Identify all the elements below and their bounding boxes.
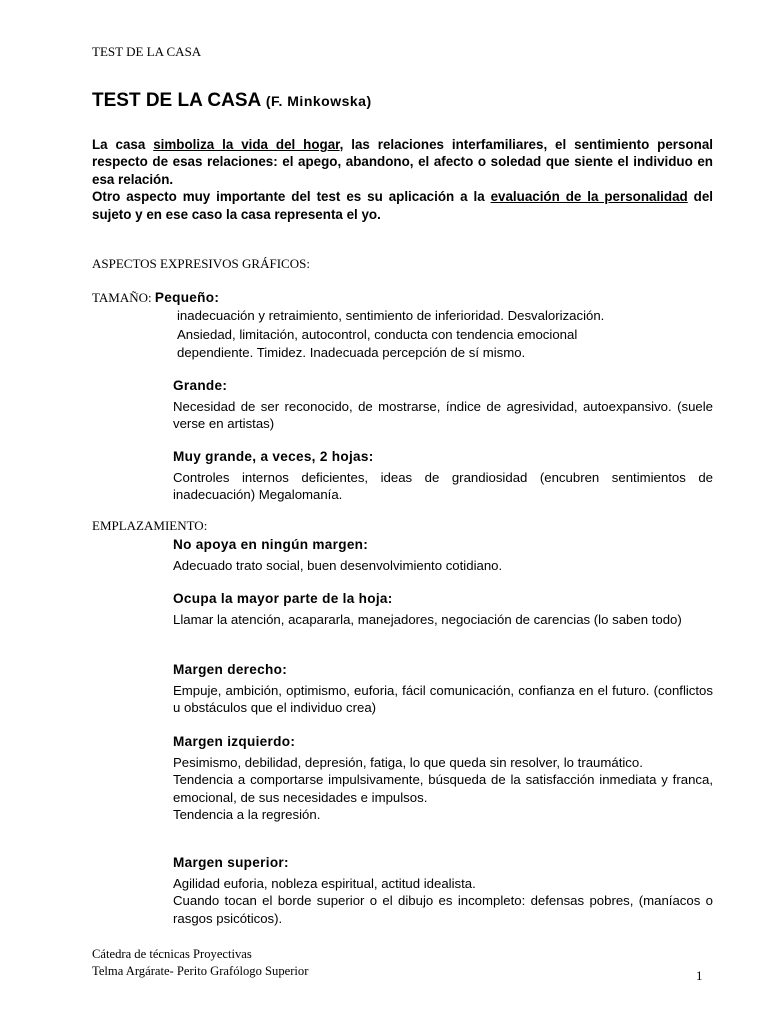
title-main: TEST DE LA CASA xyxy=(92,90,261,111)
muy-grande-title: Muy grande, a veces, 2 hojas: xyxy=(173,449,374,464)
grande-block xyxy=(173,377,713,433)
item-text: Llamar la atención, acapararla, manejadores, negociación de carencias (lo saben todo) xyxy=(173,612,682,627)
intro-p1-part-a: La casa xyxy=(92,137,154,152)
pequeno-line: dependiente. Timidez. Inadecuada percepción de sí mismo. xyxy=(177,345,526,360)
item-title: Margen derecho: xyxy=(173,662,288,677)
emplazamiento-item xyxy=(173,854,713,927)
emplazamiento-item xyxy=(173,733,713,824)
aspectos-heading: ASPECTOS EXPRESIVOS GRÁFICOS: xyxy=(92,256,310,271)
intro-p2-part-b: del sujeto y en ese caso la casa representa el yo. xyxy=(92,189,713,222)
intro-paragraph-1 xyxy=(92,136,713,188)
footer-line: Telma Argárate- Perito Grafólogo Superior xyxy=(92,963,309,978)
emplazamiento-item xyxy=(173,661,713,717)
intro-text xyxy=(92,136,713,223)
item-text: Adecuado trato social, buen desenvolvimiento cotidiano. xyxy=(173,558,503,573)
intro-paragraph-2 xyxy=(92,188,713,223)
emplazamiento-label: EMPLAZAMIENTO: xyxy=(92,518,208,533)
footer-line: Cátedra de técnicas Proyectivas xyxy=(92,947,252,961)
intro-p2-part-a: Otro aspecto muy importante del test es su aplicación a la xyxy=(92,189,491,205)
page-title xyxy=(92,90,372,112)
item-text: Tendencia a la regresión. xyxy=(173,807,321,823)
page-footer xyxy=(92,946,308,979)
pequeno-line: inadecuación y retraimiento, sentimiento de inferioridad. Desvalorización. xyxy=(177,308,605,323)
intro-p1-underlined: simboliza la vida del hogar xyxy=(153,137,340,152)
emplazamiento-item xyxy=(173,536,713,574)
tamano-label: TAMAÑO: xyxy=(92,290,155,305)
muy-grande-block xyxy=(173,448,713,504)
item-text: Pesimismo, debilidad, depresión, fatiga, lo que queda sin resolver, lo traumático. xyxy=(173,755,643,770)
item-text: Tendencia a comportarse impulsivamente, búsqueda de la satisfacción inmediata y franca, emocional, de sus necesidades e impulsos. xyxy=(173,772,713,805)
item-text: Empuje, ambición, optimismo, euforia, fácil comunicación, confianza en el futuro. (conflictos u obstáculos que el individuo crea) xyxy=(173,683,713,716)
intro-p2-underlined: evaluación de la personalidad xyxy=(490,189,688,205)
item-title: Ocupa la mayor parte de la hoja: xyxy=(173,591,393,606)
item-text: Cuando tocan el borde superior o el dibujo es incompleto: defensas pobres, (maníacos o rasgos psicóticos). xyxy=(173,893,713,926)
pequeno-title: Pequeño: xyxy=(154,290,220,305)
item-text: Agilidad euforia, nobleza espiritual, actitud idealista. xyxy=(173,876,476,891)
page-number: 1 xyxy=(696,968,703,983)
item-title: No apoya en ningún margen: xyxy=(173,537,369,552)
pequeno-text xyxy=(177,307,717,363)
item-title: Margen izquierdo: xyxy=(173,734,296,749)
tamano-heading xyxy=(92,290,219,306)
grande-text: Necesidad de ser reconocido, de mostrarse, índice de agresividad, autoexpansivo. (suele verse en artistas) xyxy=(173,399,713,432)
muy-grande-text: Controles internos deficientes, ideas de grandiosidad (encubren sentimientos de inadecuación) Megalomanía. xyxy=(173,470,713,503)
item-title: Margen superior: xyxy=(173,855,289,870)
title-author: (F. Minkowska) xyxy=(265,93,372,109)
pequeno-line: Ansiedad, limitación, autocontrol, conducta con tendencia emocional xyxy=(177,326,578,342)
intro-p1-part-b: , las relaciones interfamiliares, el sentimiento personal respecto de esas relaciones: el apego, abandono, el afecto o soledad que siente el individuo en esa relación. xyxy=(92,137,713,187)
emplazamiento-item xyxy=(173,590,713,628)
running-header: TEST DE LA CASA xyxy=(92,44,202,59)
grande-title: Grande: xyxy=(173,378,228,393)
